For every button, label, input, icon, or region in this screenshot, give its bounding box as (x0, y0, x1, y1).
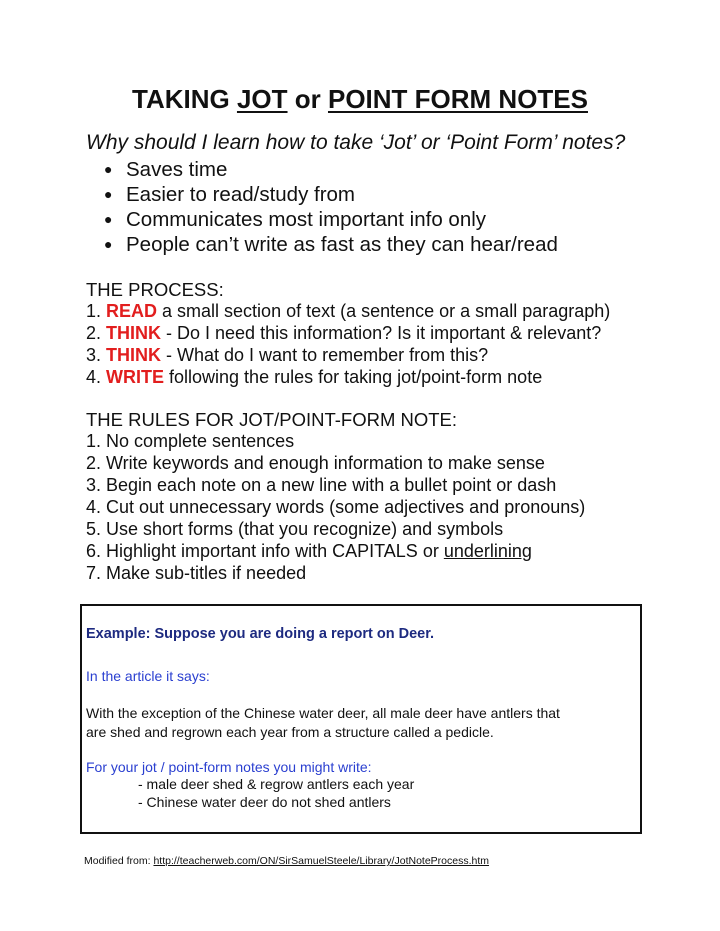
rule-item: 5. Use short forms (that you recognize) and symbols (86, 519, 504, 539)
rules-list (86, 430, 585, 584)
title-prefix: TAKING (132, 84, 237, 114)
source-footer (84, 855, 489, 867)
process-step: 1. READ a small section of text (a sentence or a small paragraph) (86, 301, 611, 321)
rule-item: 2. Write keywords and enough information to make sense (86, 453, 545, 473)
footer-label: Modified from: (84, 855, 154, 867)
rule-item: 1. No complete sentences (86, 431, 295, 451)
step-keyword: WRITE (106, 367, 165, 387)
reason-item: ● Saves time (104, 158, 228, 181)
example-title: Example: Suppose you are doing a report on Deer. (86, 626, 435, 642)
example-notes (138, 775, 414, 811)
note-item: - male deer shed & regrow antlers each year (138, 776, 415, 792)
process-step: 2. THINK - Do I need this information? Is it important & relevant? (86, 323, 602, 343)
process-step: 3. THINK - What do I want to remember from this? (86, 345, 489, 365)
rule-item: 4. Cut out unnecessary words (some adjectives and pronouns) (86, 497, 586, 517)
article-line: are shed and regrown each year from a structure called a pedicle. (86, 724, 494, 740)
example-box (80, 604, 642, 834)
page-title (0, 84, 720, 115)
rule-item: 7. Make sub-titles if needed (86, 563, 307, 583)
bullet-icon: ● (104, 236, 113, 252)
bullet-icon: ● (104, 161, 113, 177)
article-intro: In the article it says: (86, 668, 210, 684)
article-line: With the exception of the Chinese water deer, all male deer have antlers that (86, 705, 560, 721)
reason-item: ● People can’t write as fast as they can hear/read (104, 233, 558, 256)
note-item: - Chinese water deer do not shed antlers (138, 794, 391, 810)
title-middle: or (287, 84, 328, 114)
reason-item: ● Communicates most important info only (104, 208, 487, 231)
rule-item: 6. Highlight important info with CAPITALS or underlining (86, 541, 532, 561)
bullet-icon: ● (104, 186, 113, 202)
step-keyword: READ (106, 301, 158, 321)
title-point-form-notes: POINT FORM NOTES (327, 84, 588, 114)
reason-item: ● Easier to read/study from (104, 183, 356, 206)
step-keyword: THINK (106, 323, 162, 343)
title-jot: JOT (236, 84, 288, 114)
process-heading: THE PROCESS: (86, 279, 224, 300)
reasons-list (104, 157, 558, 257)
notes-intro: For your jot / point-form notes you might write: (86, 759, 372, 775)
underlined-word: underlining (443, 541, 532, 561)
rule-item: 3. Begin each note on a new line with a bullet point or dash (86, 475, 557, 495)
process-step: 4. WRITE following the rules for taking jot/point-form note (86, 367, 543, 387)
source-link[interactable]: http://teacherweb.com/ON/SirSamuelSteele/Library/JotNoteProcess.htm (153, 855, 490, 867)
bullet-icon: ● (104, 211, 113, 227)
rules-heading: THE RULES FOR JOT/POINT-FORM NOTE: (86, 409, 458, 430)
process-steps (86, 300, 610, 388)
why-question: Why should I learn how to take ‘Jot’ or ‘Point Form’ notes? (86, 131, 626, 154)
step-keyword: THINK (106, 345, 162, 365)
